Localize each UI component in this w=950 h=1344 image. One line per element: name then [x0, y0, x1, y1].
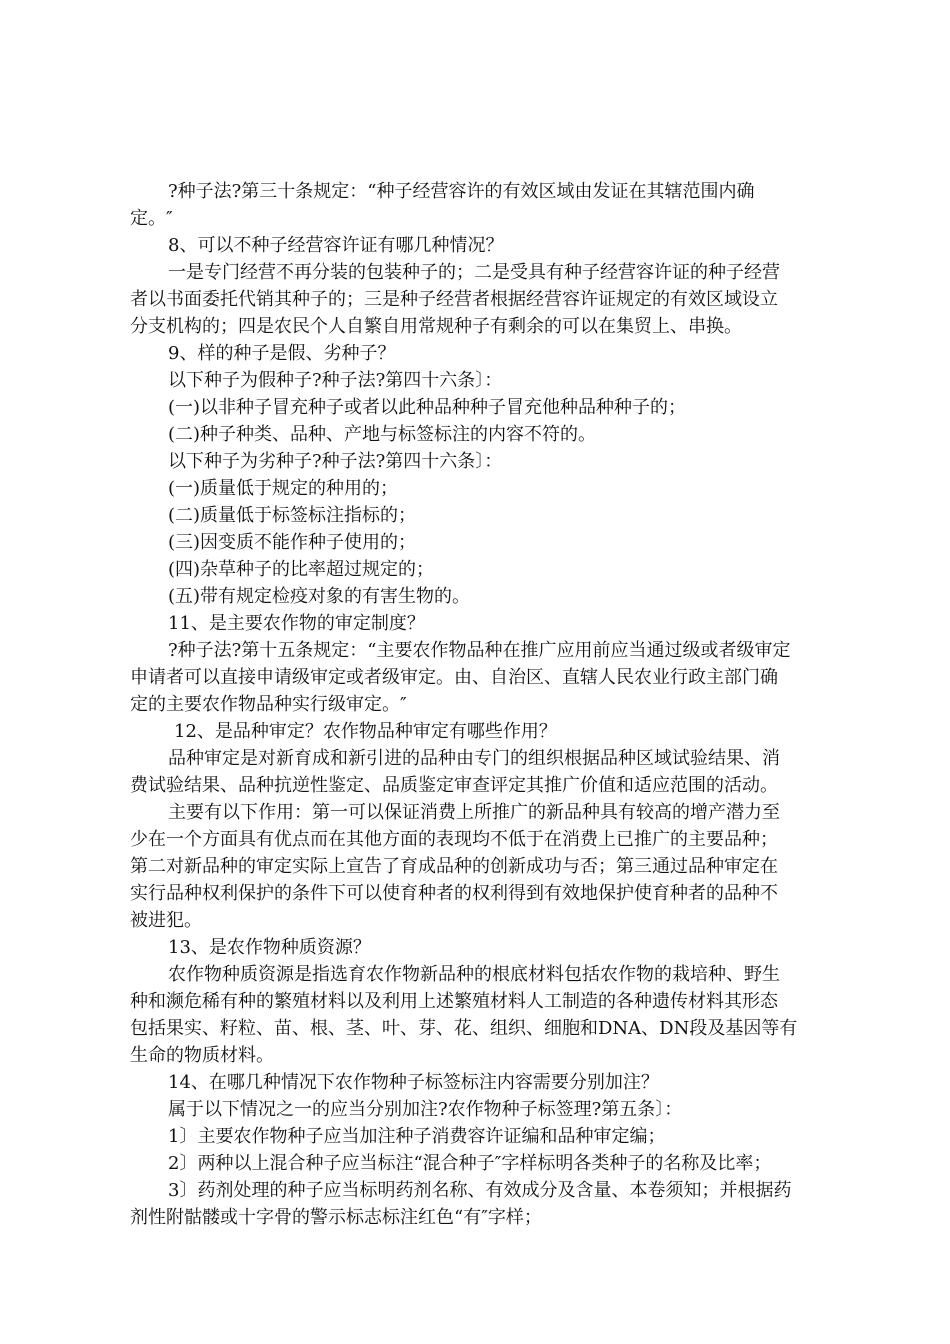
text-line: 以下种子为劣种子?种子法?第四十六条〕： — [168, 451, 503, 472]
text-line: 主要有以下作用：第一可以保证消费上所推广的新品种具有较高的增产潜力至 — [168, 802, 780, 823]
text-line: ?种子法?第十五条规定：“主要农作物品种在推广应用前应当通过级或者级审定 — [168, 640, 791, 661]
text-line: 14、在哪几种情况下农作物种子标签标注内容需要分别加注？ — [168, 1072, 659, 1093]
text-line: (五)带有规定检疫对象的有害生物的。 — [168, 586, 471, 607]
text-line: 12、是品种审定？农作物品种审定有哪些作用？ — [174, 721, 557, 742]
text-line: 包括果实、籽粒、苗、根、茎、叶、芽、花、组织、细胞和DNA、DN段及基因等有 — [130, 1018, 798, 1039]
text-line: (一)以非种子冒充种子或者以此种品种种子冒充他种品种种子的； — [168, 397, 687, 418]
text-line: 2〕两种以上混合种子应当标注“混合种子″字样标明各类种子的名称及比率； — [168, 1153, 772, 1174]
text-line: ?种子法?第三十条规定：“种子经营容许的有效区域由发证在其辖范围内确 — [168, 181, 755, 202]
text-line: 3〕药剂处理的种子应当标明药剂名称、有效成分及含量、本卷须知；并根据药 — [168, 1180, 792, 1201]
text-line: 第二对新品种的审定实际上宣告了育成品种的创新成功与否；第三通过品种审定在 — [130, 856, 778, 877]
text-line: 以下种子为假种子?种子法?第四十六条〕： — [168, 370, 503, 391]
text-line: 剂性附骷髅或十字骨的警示标志标注红色“有″字样； — [130, 1207, 542, 1228]
text-line: 者以书面委托代销其种子的；三是种子经营者根据经营容许证规定的有效区域设立 — [130, 289, 778, 310]
text-line: (四)杂草种子的比率超过规定的； — [168, 559, 435, 580]
text-line: 属于以下情况之一的应当分别加注?农作物种子标签理?第五条〕： — [168, 1099, 683, 1120]
text-line: (一)质量低于规定的种用的； — [168, 478, 399, 499]
text-line: 分支机构的；四是农民个人自繁自用常规种子有剩余的可以在集贸上、串换。 — [130, 316, 742, 337]
text-line: (二)质量低于标签标注指标的； — [168, 505, 417, 526]
text-line: 申请者可以直接申请级审定或者级审定。由、自治区、直辖人民农业行政主部门确 — [130, 667, 778, 688]
text-line: 实行品种权利保护的条件下可以使育种者的权利得到有效地保护使育种者的品种不 — [130, 883, 778, 904]
text-line: 费试验结果、品种抗逆性鉴定、品质鉴定审查评定其推广价值和适应范围的活动。 — [130, 775, 778, 796]
text-line: 种和濒危稀有种的繁殖材料以及利用上述繁殖材料人工制造的各种遗传材料其形态 — [130, 991, 778, 1012]
text-line: 11、是主要农作物的审定制度？ — [168, 613, 425, 634]
document-body — [130, 178, 825, 1231]
text-line: 8、可以不种子经营容许证有哪几种情况？ — [168, 235, 504, 256]
text-line: 少在一个方面具有优点而在其他方面的表现均不低于在消费上已推广的主要品种； — [130, 829, 778, 850]
text-line: 品种审定是对新育成和新引进的品种由专门的组织根据品种区域试验结果、消 — [168, 748, 780, 769]
text-line: 农作物种质资源是指选育农作物新品种的根底材料包括农作物的栽培种、野生 — [168, 964, 780, 985]
text-line: 9、样的种子是假、劣种子？ — [168, 343, 396, 364]
text-line: 定的主要农作物品种实行级审定。″ — [130, 694, 407, 715]
text-line: 定。″ — [130, 208, 173, 229]
text-line: 一是专门经营不再分装的包装种子的；二是受具有种子经营容许证的种子经营 — [168, 262, 780, 283]
text-line: 生命的物质材料。 — [130, 1045, 274, 1066]
text-line: (二)种子种类、品种、产地与标签标注的内容不符的。 — [168, 424, 597, 445]
text-line: (三)因变质不能作种子使用的； — [168, 532, 417, 553]
text-line: 13、是农作物种质资源？ — [168, 937, 371, 958]
text-line: 被进犯。 — [130, 910, 202, 931]
text-line: 1〕主要农作物种子应当加注种子消费容许证编和品种审定编； — [168, 1126, 666, 1147]
